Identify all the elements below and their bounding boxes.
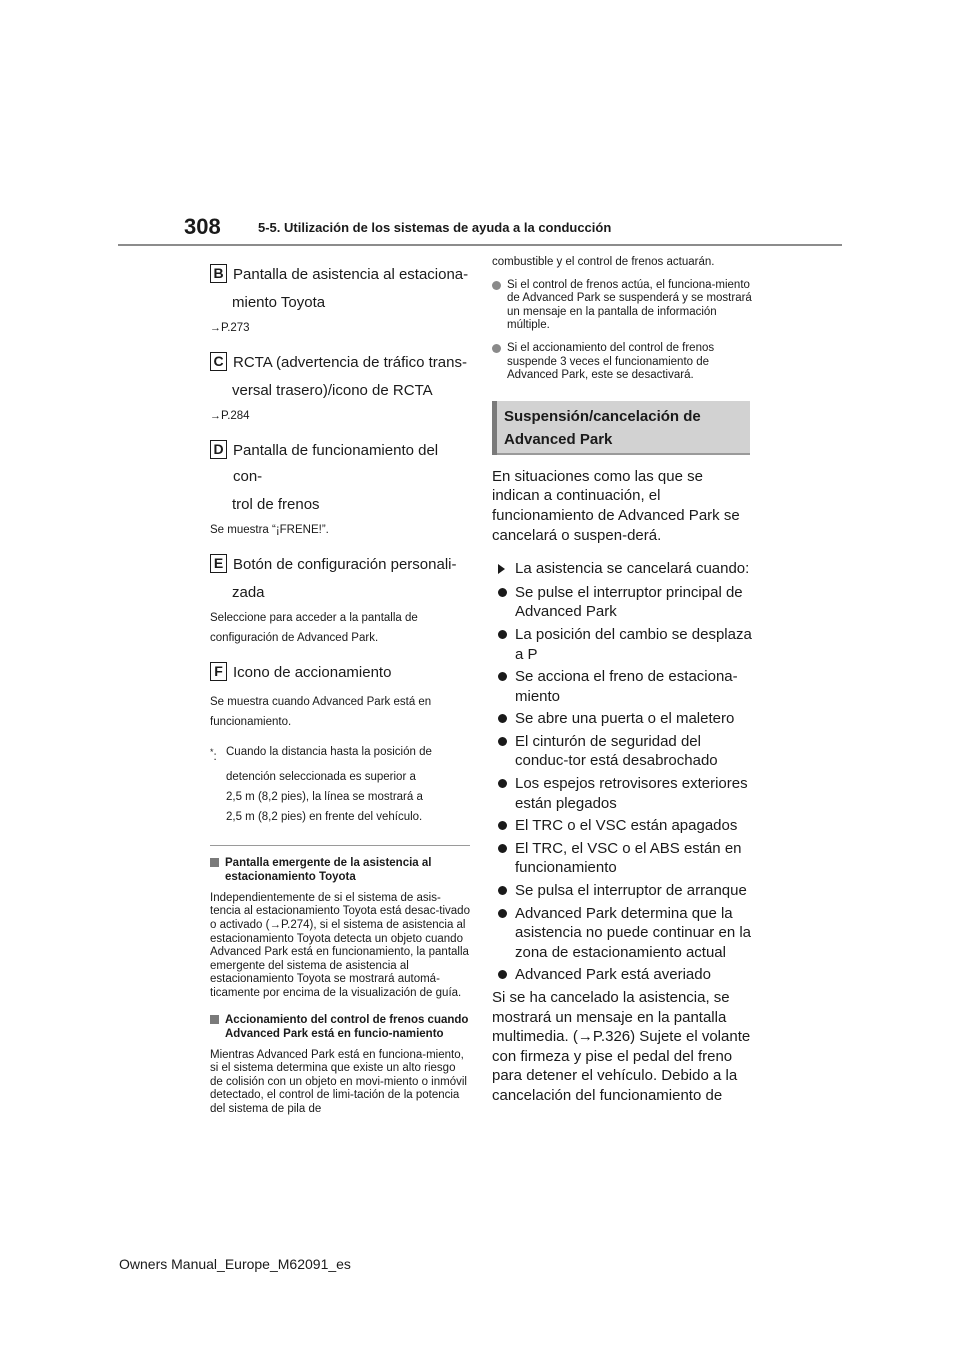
- letter-f-box: F: [210, 662, 227, 681]
- subsection-body-brake: Mientras Advanced Park está en funciona-miento, si el sistema determina que existe un alto riesgo de colisión con un objeto en movi-miento o inmóvil detectado, el control de limi-tación de la potencia del sistema de pila de: [210, 1048, 467, 1115]
- page-ref-link[interactable]: →P.274: [269, 919, 310, 932]
- footnote-line: Cuando la distancia hasta la posición de: [226, 746, 432, 758]
- heading-line: Advanced Park: [504, 430, 613, 448]
- footnote-line: 2,5 m (8,2 pies), la línea se mostrará a: [226, 790, 423, 803]
- arrow-icon: →: [210, 410, 221, 422]
- footnote-mark: *: [210, 747, 214, 757]
- item-f-title: Icono de accionamiento: [233, 664, 392, 681]
- header-rule: [118, 244, 842, 246]
- note-item: Si el accionamiento del control de frenos suspende 3 veces el funcionamiento de Advanced Park, este se desactivará.: [492, 342, 754, 383]
- condition-item: Se pulse el interruptor principal de Advanced Park: [492, 583, 754, 622]
- item-d-title: Pantalla de funcionamiento del con-: [233, 442, 439, 485]
- item-f-desc-line1: Se muestra cuando Advanced Park está en: [210, 696, 432, 708]
- condition-item: La posición del cambio se desplaza a P: [492, 625, 754, 664]
- bullet-icon: [498, 886, 507, 895]
- circle-bullet-icon: [492, 344, 501, 353]
- circle-bullet-icon: [492, 281, 501, 290]
- heading-rule: [497, 453, 750, 455]
- condition-item: El TRC o el VSC están apagados: [492, 816, 754, 836]
- condition-item: El cinturón de seguridad del conduc-tor está desabrochado: [492, 732, 754, 771]
- item-d-desc: Se muestra “¡FRENE!”.: [210, 524, 329, 536]
- item-e-title-cont: zada: [232, 584, 265, 601]
- divider: [210, 845, 470, 846]
- note-item: Si el control de frenos actúa, el funciona-miento de Advanced Park se suspenderá y se mostrará un mensaje en la pantalla de información múltiple.: [492, 279, 754, 333]
- item-c-ref[interactable]: →P.284: [210, 410, 250, 422]
- item-e-title: Botón de configuración personali-: [233, 556, 457, 573]
- item-b-ref[interactable]: →P.273: [210, 322, 250, 334]
- cancel-label: La asistencia se cancelará cuando:: [492, 559, 754, 579]
- bullet-icon: [498, 970, 507, 979]
- condition-item: Advanced Park determina que la asistencia no puede continuar en la zona de estacionamiento actual: [492, 904, 754, 963]
- square-bullet-icon: [210, 1015, 219, 1024]
- item-b-title: Pantalla de asistencia al estaciona-: [233, 266, 469, 283]
- footer-text: Owners Manual_Europe_M62091_es: [119, 1256, 351, 1272]
- letter-c-box: C: [210, 352, 227, 371]
- section-title: 5-5. Utilización de los sistemas de ayuda a la conducción: [258, 220, 612, 235]
- subsection-title-popup: Pantalla emergente de la asistencia al estacionamiento Toyota: [210, 856, 470, 884]
- item-c-title-cont: versal trasero)/icono de RCTA: [232, 382, 433, 399]
- item-e: [210, 552, 470, 648]
- triangle-bullet-icon: [498, 564, 505, 574]
- bullet-icon: [498, 909, 507, 918]
- left-column: [210, 262, 470, 1129]
- item-f: [210, 660, 470, 732]
- arrow-icon: →: [210, 322, 221, 334]
- letter-e-box: E: [210, 554, 227, 573]
- heading-accent-bar: [492, 401, 497, 455]
- condition-item: Se acciona el freno de estaciona-miento: [492, 667, 754, 706]
- condition-item: Se pulsa el interruptor de arranque: [492, 881, 754, 901]
- item-e-desc-line2: configuración de Advanced Park.: [210, 632, 379, 644]
- item-b: [210, 262, 470, 338]
- item-e-desc-line1: Seleccione para acceder a la pantalla de: [210, 612, 418, 624]
- heading-line: Suspensión/cancelación de: [504, 407, 701, 425]
- item-f-desc-line2: funcionamiento.: [210, 716, 292, 728]
- bullet-icon: [498, 714, 507, 723]
- subsection-body-popup: Independientemente de si el sistema de asis-tencia al estacionamiento Toyota está desac-tivado o activado (→P.274), si el sistema de asistencia al estacionamiento Toyota detecta un objeto cuando Advanced Park está en funcionamiento, la pantalla emergente del sistema de asistencia al estacionamiento Toyota se mostrará automá-ticamente por encima de la visualización de guía.: [210, 891, 470, 999]
- item-d: [210, 438, 470, 540]
- closing-paragraph: Si se ha cancelado la asistencia, se mostrará un mensaje en la pantalla multimedia. (→P.326) Sujete el volante con firmeza y pise el pedal del freno para detener el vehículo. Debido a la cancelación del funcionamiento de: [492, 989, 751, 1104]
- bullet-icon: [498, 588, 507, 597]
- page-number: 308: [184, 214, 221, 239]
- footnote-line: detención seleccionada es superior a: [226, 770, 416, 783]
- arrow-icon: →: [577, 1028, 593, 1046]
- section-heading: [492, 401, 750, 455]
- bullet-icon: [498, 737, 507, 746]
- letter-d-box: D: [210, 440, 227, 459]
- condition-item: Advanced Park está averiado: [492, 965, 754, 985]
- bullet-icon: [498, 821, 507, 830]
- arrow-icon: →: [269, 919, 281, 932]
- continuation-text: combustible y el control de frenos actuarán.: [492, 256, 715, 268]
- condition-item: Se abre una puerta o el maletero: [492, 709, 754, 729]
- bullet-icon: [498, 630, 507, 639]
- bullet-icon: [498, 672, 507, 681]
- letter-b-box: B: [210, 264, 227, 283]
- item-c: [210, 350, 470, 426]
- footnote-line: 2,5 m (8,2 pies) en frente del vehículo.: [226, 810, 423, 823]
- condition-item: El TRC, el VSC o el ABS están en funcionamiento: [492, 839, 754, 878]
- footnote: *: Cuando la distancia hasta la posición de detención seleccionada es superior a 2,5 m (8,2 pies), la línea se mostrará a 2,5 m (8,2 pies) en frente del vehículo.: [210, 742, 470, 827]
- intro-paragraph: En situaciones como las que se indican a continuación, el funcionamiento de Advanced Park se cancelará o suspen-derá.: [492, 467, 740, 544]
- item-c-title: RCTA (advertencia de tráfico trans-: [233, 354, 467, 371]
- conditions-list: [492, 583, 754, 985]
- square-bullet-icon: [210, 858, 219, 867]
- bullet-icon: [498, 844, 507, 853]
- subsection-title-brake: Accionamiento del control de frenos cuando Advanced Park está en funcio-namiento: [210, 1013, 470, 1041]
- bullet-icon: [498, 779, 507, 788]
- page-ref-link[interactable]: →P.326: [577, 1028, 631, 1046]
- right-column: [492, 256, 754, 1106]
- item-d-title-cont: trol de frenos: [232, 496, 320, 513]
- condition-item: Los espejos retrovisores exteriores están plegados: [492, 774, 754, 813]
- item-b-title-cont: miento Toyota: [232, 294, 326, 311]
